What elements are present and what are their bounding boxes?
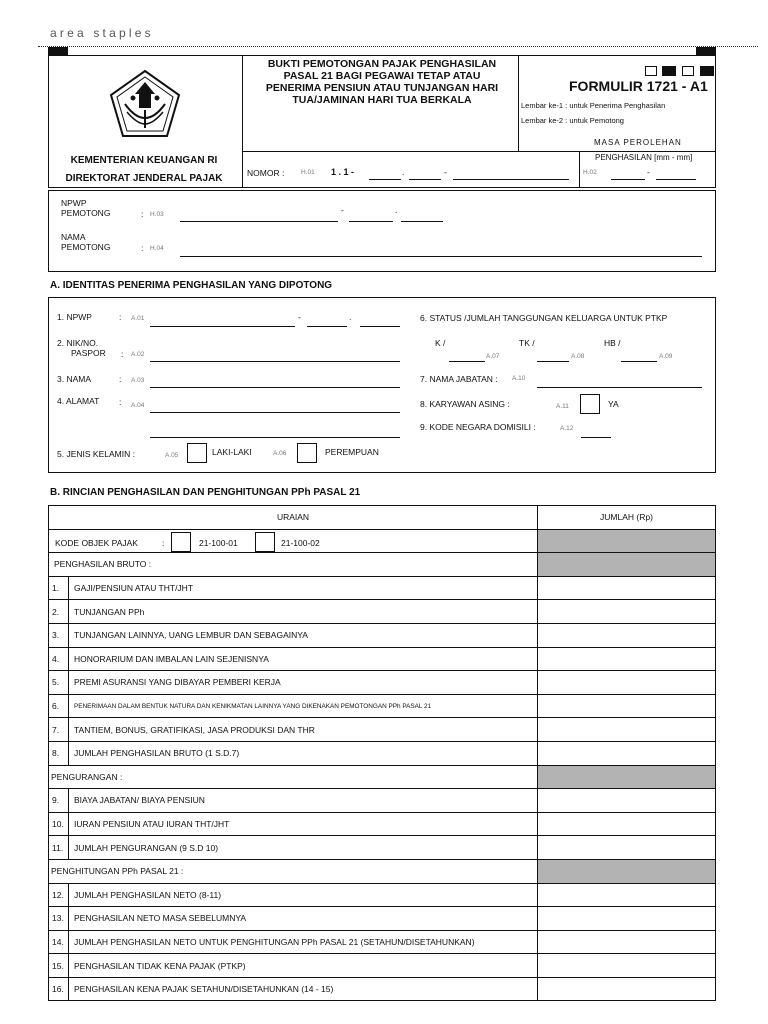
- row-amount-field[interactable]: [538, 741, 716, 765]
- a-nik-label: 2. NIK/NO. PASPOR: [57, 338, 106, 358]
- table-row: [49, 576, 716, 600]
- table-row: [49, 718, 716, 742]
- a-jk-code-2: A.06: [273, 450, 287, 457]
- a-npwp-colon: :: [119, 312, 122, 322]
- form-number-title: FORMULIR 1721 - A1: [569, 78, 708, 94]
- row-amount-field[interactable]: [538, 718, 716, 742]
- row-description: JUMLAH PENGHASILAN NETO UNTUK PENGHITUNGAN PPh PASAL 21 (SETAHUN/DISETAHUNKAN): [69, 930, 538, 954]
- pph-header: PENGHITUNGAN PPh PASAL 21 :: [49, 859, 538, 883]
- col-uraian-header: URAIAN: [49, 506, 538, 530]
- row-number: 10.: [49, 812, 69, 836]
- table-row: [49, 930, 716, 954]
- a-jabatan-label: 7. NAMA JABATAN :: [420, 374, 498, 384]
- a-k-code: A.07: [486, 353, 500, 360]
- nama-pemotong-field[interactable]: [180, 256, 702, 257]
- a-jk-code-1: A.05: [165, 452, 179, 459]
- row-number: 1.: [49, 576, 69, 600]
- row-amount-field[interactable]: [538, 883, 716, 907]
- pengurangan-header-row: [49, 765, 716, 789]
- a-npwp-code: A.01: [131, 315, 145, 322]
- col-jumlah-header: JUMLAH (Rp): [538, 506, 716, 530]
- row-amount-field[interactable]: [538, 671, 716, 695]
- row-amount-field[interactable]: [538, 623, 716, 647]
- table-header-row: [49, 506, 716, 530]
- row-number: 7.: [49, 718, 69, 742]
- row-number: 8.: [49, 741, 69, 765]
- masa-field-end[interactable]: [656, 179, 696, 180]
- row-amount-field[interactable]: [538, 812, 716, 836]
- row-description: HONORARIUM DAN IMBALAN LAIN SEJENISNYA: [69, 647, 538, 671]
- a-nik-colon: :: [121, 349, 124, 359]
- a-asing-label: 8. KARYAWAN ASING :: [420, 399, 510, 409]
- pph-header-amount-disabled: [538, 859, 716, 883]
- a-alamat-colon: :: [119, 397, 122, 407]
- a-npwp-label: 1. NPWP: [57, 312, 92, 322]
- row-number: 2.: [49, 600, 69, 624]
- section-a-title: A. IDENTITAS PENERIMA PENGHASILAN YANG DIPOTONG: [50, 280, 333, 291]
- nomor-dash: -: [444, 167, 447, 177]
- kode-21-100-02-label: 21-100-02: [281, 537, 320, 548]
- nomor-label: NOMOR :: [247, 168, 285, 178]
- row-description: JUMLAH PENGHASILAN NETO (8-11): [69, 883, 538, 907]
- a-negara-label: 9. KODE NEGARA DOMISILI :: [420, 422, 536, 432]
- lembar-box-filled-1: [662, 66, 676, 76]
- a-tk-field[interactable]: [537, 361, 569, 362]
- row-number: 6.: [49, 694, 69, 718]
- table-row: [49, 741, 716, 765]
- rincian-table: [48, 505, 716, 1001]
- nama-pemotong-label: NAMA PEMOTONG: [61, 232, 111, 252]
- row-amount-field[interactable]: [538, 836, 716, 860]
- kode-objek-row: [49, 529, 716, 553]
- a-asing-code: A.11: [556, 403, 569, 410]
- row-number: 5.: [49, 671, 69, 695]
- a-tk-label: TK /: [519, 338, 535, 348]
- nomor-prefix: 1 . 1 -: [331, 167, 355, 177]
- row-description: PENGHASILAN TIDAK KENA PAJAK (PTKP): [69, 954, 538, 978]
- table-row: [49, 789, 716, 813]
- form-main-title: BUKTI PEMOTONGAN PAJAK PENGHASILAN PASAL 21 BAGI PEGAWAI TETAP ATAU PENERIMA PENSIUN ATAU TUNJANGAN HARI TUA/JAMINAN HARI TUA BERKALA: [265, 58, 499, 106]
- table-row: [49, 977, 716, 1001]
- a-nama-code: A.03: [131, 377, 145, 384]
- a-npwp-field-2[interactable]: [307, 326, 347, 327]
- row-description: TUNJANGAN LAINNYA, UANG LEMBUR DAN SEBAGAINYA: [69, 623, 538, 647]
- a-hb-code: A.09: [659, 353, 673, 360]
- row-description: TANTIEM, BONUS, GRATIFIKASI, JASA PRODUKSI DAN THR: [69, 718, 538, 742]
- a-jenis-kelamin-label: 5. JENIS KELAMIN :: [57, 449, 135, 459]
- pemotong-box: [48, 190, 716, 272]
- nomor-field-1[interactable]: [369, 179, 401, 180]
- row-number: 3.: [49, 623, 69, 647]
- nama-pemotong-code: H.04: [150, 245, 164, 252]
- row-number: 14.: [49, 930, 69, 954]
- table-row: [49, 694, 716, 718]
- area-staples-label: area staples: [50, 26, 154, 40]
- row-description: PREMI ASURANSI YANG DIBAYAR PEMBERI KERJA: [69, 671, 538, 695]
- row-number: 13.: [49, 907, 69, 931]
- row-number: 16.: [49, 977, 69, 1001]
- karyawan-asing-checkbox[interactable]: [580, 394, 600, 414]
- bruto-header-row: [49, 553, 716, 577]
- row-number: 12.: [49, 883, 69, 907]
- row-description: BIAYA JABATAN/ BIAYA PENSIUN: [69, 789, 538, 813]
- row-number: 11.: [49, 836, 69, 860]
- a-k-field[interactable]: [449, 361, 485, 362]
- a-nik-code: A.02: [131, 351, 145, 358]
- lembar-2-note: Lembar ke-2 : untuk Pemotong: [521, 116, 624, 125]
- npwp-pemotong-dash: -: [341, 205, 344, 215]
- a-alamat-field-1[interactable]: [150, 412, 400, 413]
- masa-dash: -: [647, 167, 650, 177]
- lembar-box-empty-1: [645, 66, 657, 76]
- a-npwp-field-3[interactable]: [360, 326, 400, 327]
- bruto-header: PENGHASILAN BRUTO :: [49, 553, 538, 577]
- table-row: [49, 671, 716, 695]
- nomor-code: H.01: [301, 169, 315, 176]
- a-nama-field[interactable]: [150, 387, 400, 388]
- nomor-field-3[interactable]: [453, 179, 569, 180]
- row-number: 9.: [49, 789, 69, 813]
- a-k-label: K /: [435, 338, 446, 348]
- perempuan-checkbox[interactable]: [297, 443, 317, 463]
- table-row: [49, 600, 716, 624]
- kode-objek-amount-disabled: [538, 529, 716, 553]
- table-row: [49, 836, 716, 860]
- perempuan-label: PEREMPUAN: [325, 447, 379, 457]
- a-nama-colon: :: [119, 374, 122, 384]
- row-amount-field[interactable]: [538, 930, 716, 954]
- a-jabatan-code: A.10: [512, 375, 526, 382]
- masa-field-start[interactable]: [611, 179, 645, 180]
- section-b-title: B. RINCIAN PENGHASILAN DAN PENGHITUNGAN PPh PASAL 21: [50, 487, 361, 498]
- masa-code: H.02: [583, 169, 597, 176]
- a-alamat-field-2[interactable]: [150, 437, 400, 438]
- nomor-field-2[interactable]: [409, 179, 441, 180]
- a-npwp-field-1[interactable]: [150, 326, 295, 327]
- npwp-pemotong-code: H.03: [150, 211, 164, 218]
- npwp-pemotong-dot: .: [395, 205, 398, 215]
- table-row: [49, 883, 716, 907]
- laki-laki-label: LAKI-LAKI: [212, 447, 252, 457]
- row-description: PENGHASILAN KENA PAJAK SETAHUN/DISETAHUNKAN (14 - 15): [69, 977, 538, 1001]
- pph-header-row: [49, 859, 716, 883]
- npwp-pemotong-field-3[interactable]: [401, 221, 443, 222]
- lembar-1-note: Lembar ke-1 : untuk Penerima Penghasilan: [521, 101, 666, 110]
- table-row: [49, 623, 716, 647]
- a-hb-label: HB /: [604, 338, 621, 348]
- section-a-box: [48, 297, 716, 473]
- a-negara-field[interactable]: [581, 437, 611, 438]
- row-number: 15.: [49, 954, 69, 978]
- kode-21-100-01-label: 21-100-01: [199, 537, 238, 548]
- row-amount-field[interactable]: [538, 977, 716, 1001]
- npwp-pemotong-field-1[interactable]: [180, 221, 338, 222]
- a-alamat-code: A.04: [131, 402, 145, 409]
- row-description: GAJI/PENSIUN ATAU THT/JHT: [69, 576, 538, 600]
- row-amount-field[interactable]: [538, 789, 716, 813]
- a-nama-label: 3. NAMA: [57, 374, 92, 384]
- a-jabatan-field[interactable]: [537, 387, 702, 388]
- kemenkeu-emblem-icon: [107, 68, 183, 140]
- table-row: [49, 954, 716, 978]
- masa-label-2: PENGHASILAN [mm - mm]: [595, 153, 693, 162]
- form-header: [48, 55, 716, 188]
- pengurangan-header-amount-disabled: [538, 765, 716, 789]
- staple-dotted-line: [38, 46, 758, 47]
- a-npwp-dot: .: [349, 312, 352, 322]
- row-description: TUNJANGAN PPh: [69, 600, 538, 624]
- npwp-pemotong-label: NPWP PEMOTONG: [61, 198, 111, 218]
- row-amount-field[interactable]: [538, 600, 716, 624]
- kode-21-100-02-checkbox[interactable]: [255, 532, 275, 552]
- kode-objek-cell: [49, 529, 538, 553]
- kode-21-100-01-checkbox[interactable]: [171, 532, 191, 552]
- row-description: IURAN PENSIUN ATAU IURAN THT/JHT: [69, 812, 538, 836]
- a-npwp-dash: -: [298, 312, 301, 322]
- lembar-box-empty-2: [682, 66, 694, 76]
- row-amount-field[interactable]: [538, 907, 716, 931]
- a-hb-field[interactable]: [621, 361, 657, 362]
- a-ya-label: YA: [608, 399, 619, 409]
- nama-pemotong-colon: :: [141, 243, 144, 253]
- table-row: [49, 647, 716, 671]
- a-nik-field[interactable]: [150, 361, 400, 362]
- row-description: JUMLAH PENGURANGAN (9 S.D 10): [69, 836, 538, 860]
- laki-laki-checkbox[interactable]: [187, 443, 207, 463]
- nomor-dot: .: [402, 167, 405, 177]
- row-number: 4.: [49, 647, 69, 671]
- table-row: [49, 812, 716, 836]
- a-status-label: 6. STATUS /JUMLAH TANGGUNGAN KELUARGA UNTUK PTKP: [420, 313, 668, 323]
- kode-objek-colon: :: [162, 537, 165, 548]
- npwp-pemotong-colon: :: [141, 209, 144, 219]
- a-alamat-label: 4. ALAMAT: [57, 396, 100, 406]
- ministry-name: KEMENTERIAN KEUANGAN RI DIREKTORAT JENDERAL PAJAK: [65, 155, 223, 184]
- row-amount-field[interactable]: [538, 954, 716, 978]
- kode-objek-label: KODE OBJEK PAJAK: [55, 537, 138, 548]
- row-description: JUMLAH PENGHASILAN BRUTO (1 S.D.7): [69, 741, 538, 765]
- masa-label-1: MASA PEROLEHAN: [594, 138, 682, 147]
- pengurangan-header: PENGURANGAN :: [49, 765, 538, 789]
- row-description: PENGHASILAN NETO MASA SEBELUMNYA: [69, 907, 538, 931]
- a-negara-code: A.12: [560, 425, 574, 432]
- lembar-box-filled-2: [700, 66, 714, 76]
- row-amount-field[interactable]: [538, 647, 716, 671]
- table-row: [49, 907, 716, 931]
- row-amount-field[interactable]: [538, 576, 716, 600]
- row-description: PENERIMAAN DALAM BENTUK NATURA DAN KENIKMATAN LAINNYA YANG DIKENAKAN PEMOTONGAN PPh PASAL 21: [69, 694, 538, 718]
- a-tk-code: A.08: [571, 353, 585, 360]
- bruto-header-amount-disabled: [538, 553, 716, 577]
- row-amount-field[interactable]: [538, 694, 716, 718]
- npwp-pemotong-field-2[interactable]: [349, 221, 393, 222]
